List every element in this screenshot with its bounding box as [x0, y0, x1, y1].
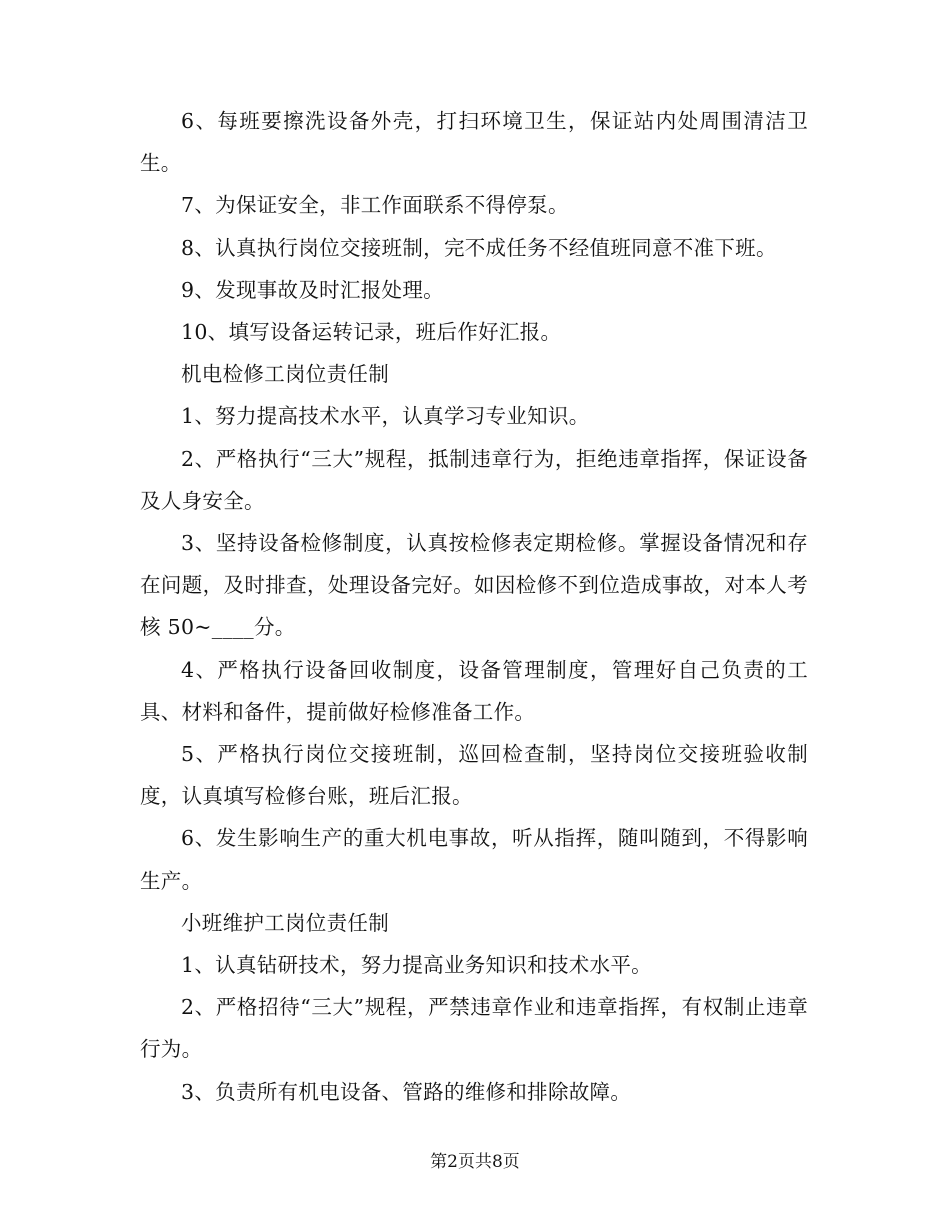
paragraph: 2、严格招待“三大”规程，严禁违章作业和违章指挥，有权制止违章行为。	[140, 995, 808, 1062]
paragraph: 3、坚持设备检修制度，认真按检修表定期检修。掌握设备情况和存在问题，及时排查，处理设备完好。如因检修不到位造成事故，对本人考核 50~____分。	[140, 531, 808, 640]
paragraph: 1、认真钻研技术，努力提高业务知识和技术水平。	[181, 953, 652, 978]
paragraph: 6、每班要擦洗设备外壳，打扫环境卫生，保证站内处周围清洁卫生。	[140, 109, 808, 176]
paragraph: 8、认真执行岗位交接班制，完不成任务不经值班同意不准下班。	[181, 235, 777, 260]
section-heading: 小班维护工岗位责任制	[181, 910, 389, 935]
section-heading: 机电检修工岗位责任制	[181, 362, 389, 387]
paragraph: 9、发现事故及时汇报处理。	[181, 277, 444, 302]
paragraph: 1、努力提高技术水平，认真学习专业知识。	[181, 404, 590, 429]
paragraph: 2、严格执行“三大”规程，抵制违章行为，拒绝违章指挥，保证设备及人身安全。	[140, 446, 808, 513]
page-number-footer: 第2页共8页	[430, 1152, 520, 1172]
paragraph: 5、严格执行岗位交接班制，巡回检查制，坚持岗位交接班验收制度，认真填写检修台账，班后汇报。	[140, 742, 808, 809]
paragraph: 4、严格执行设备回收制度，设备管理制度，管理好自己负责的工具、材料和备件，提前做好检修准备工作。	[140, 657, 808, 724]
document-body	[140, 100, 808, 1113]
paragraph: 7、为保证安全，非工作面联系不得停泵。	[181, 193, 569, 218]
paragraph: 3、负责所有机电设备、管路的维修和排除故障。	[181, 1079, 632, 1104]
paragraph: 10、填写设备运转记录，班后作好汇报。	[181, 320, 562, 345]
paragraph: 6、发生影响生产的重大机电事故，听从指挥，随叫随到，不得影响生产。	[140, 826, 808, 893]
